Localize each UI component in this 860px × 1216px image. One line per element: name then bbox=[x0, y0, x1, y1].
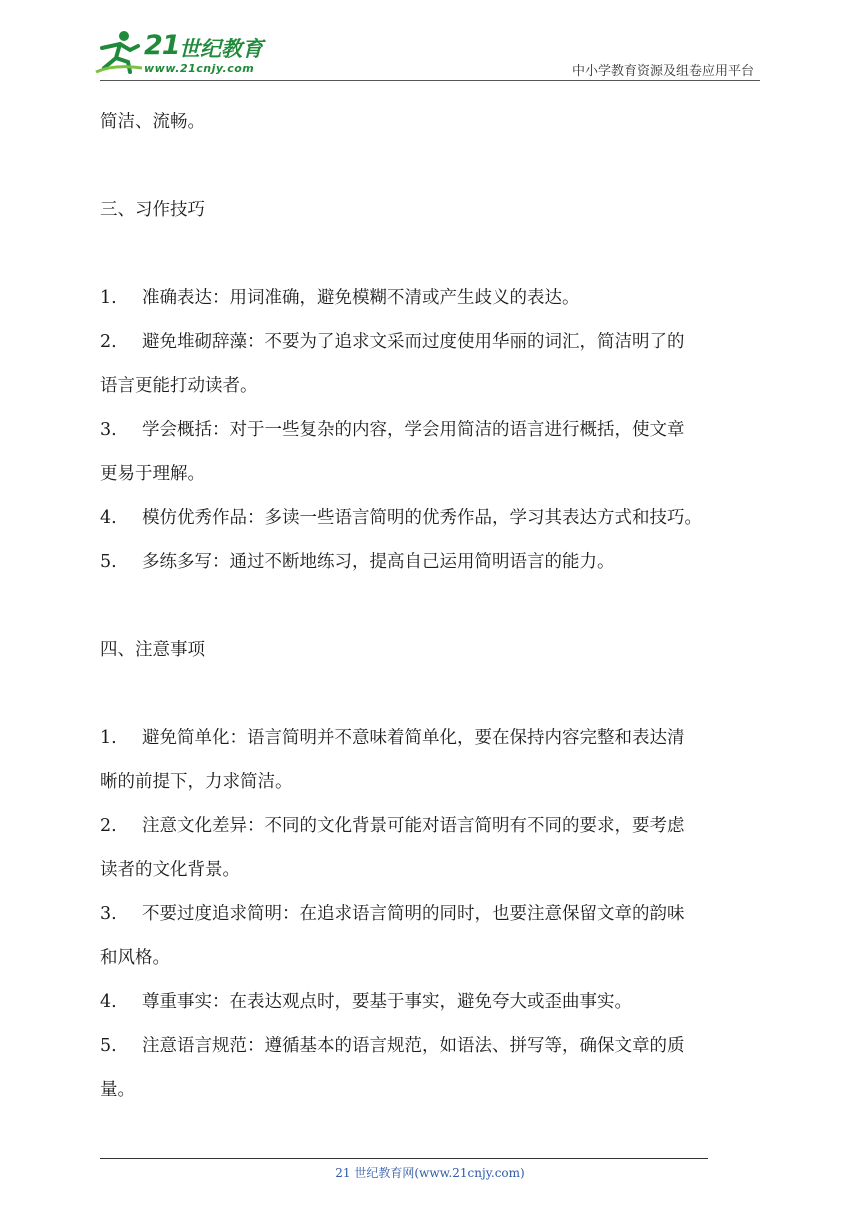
page-header bbox=[0, 0, 860, 90]
logo-number: 21 bbox=[144, 30, 180, 61]
spacer bbox=[100, 144, 762, 188]
item-text: 学会概括：对于一些复杂的内容，学会用简洁的语言进行概括，使文章 bbox=[142, 420, 685, 440]
document-body bbox=[100, 100, 762, 1112]
list-item bbox=[100, 716, 762, 804]
header-divider bbox=[100, 80, 760, 81]
item-number: 2. bbox=[100, 332, 117, 352]
item-text-continued: 读者的文化背景。 bbox=[100, 860, 240, 880]
item-text-continued: 量。 bbox=[100, 1080, 135, 1100]
section-title: 三、习作技巧 bbox=[100, 200, 205, 220]
runner-logo-icon bbox=[94, 28, 146, 76]
list-item bbox=[100, 980, 762, 1024]
item-text: 避免堆砌辞藻：不要为了追求文采而过度使用华丽的词汇，简洁明了的 bbox=[142, 332, 685, 352]
logo-url: www.21cnjy.com bbox=[144, 62, 255, 75]
list-item bbox=[100, 540, 762, 584]
item-number: 3. bbox=[100, 904, 117, 924]
item-number: 4. bbox=[100, 508, 117, 528]
list-item bbox=[100, 496, 762, 540]
item-text: 多练多写：通过不断地练习，提高自己运用简明语言的能力。 bbox=[142, 552, 615, 572]
list-item bbox=[100, 320, 762, 408]
spacer bbox=[100, 584, 762, 628]
item-text: 注意语言规范：遵循基本的语言规范，如语法、拼写等，确保文章的质 bbox=[142, 1036, 685, 1056]
list-item bbox=[100, 408, 762, 496]
item-number: 2. bbox=[100, 816, 117, 836]
item-text-continued: 晰的前提下，力求简洁。 bbox=[100, 772, 293, 792]
item-text-continued: 和风格。 bbox=[100, 948, 170, 968]
item-text: 尊重事实：在表达观点时，要基于事实，避免夸大或歪曲事实。 bbox=[142, 992, 632, 1012]
item-text-continued: 更易于理解。 bbox=[100, 464, 205, 484]
item-number: 1. bbox=[100, 728, 117, 748]
item-number: 3. bbox=[100, 420, 117, 440]
continuation-line: 简洁、流畅。 bbox=[100, 112, 205, 132]
site-logo[interactable] bbox=[94, 28, 264, 78]
list-item bbox=[100, 1024, 762, 1112]
footer-link[interactable]: 21 世纪教育网(www.21cnjy.com) bbox=[335, 1166, 525, 1180]
item-number: 1. bbox=[100, 288, 117, 308]
item-text: 避免简单化：语言简明并不意味着简单化，要在保持内容完整和表达清 bbox=[142, 728, 685, 748]
list-item bbox=[100, 804, 762, 892]
item-number: 4. bbox=[100, 992, 117, 1012]
item-text: 注意文化差异：不同的文化背景可能对语言简明有不同的要求，要考虑 bbox=[142, 816, 685, 836]
header-platform-text: 中小学教育资源及组卷应用平台 bbox=[571, 64, 754, 79]
section-title: 四、注意事项 bbox=[100, 640, 205, 660]
item-text-continued: 语言更能打动读者。 bbox=[100, 376, 258, 396]
spacer bbox=[100, 232, 762, 276]
item-number: 5. bbox=[100, 552, 117, 572]
footer-divider bbox=[100, 1158, 708, 1159]
item-number: 5. bbox=[100, 1036, 117, 1056]
list-item bbox=[100, 892, 762, 980]
list-item bbox=[100, 276, 762, 320]
logo-text: 世纪教育 bbox=[179, 37, 263, 61]
item-text: 模仿优秀作品：多读一些语言简明的优秀作品，学习其表达方式和技巧。 bbox=[142, 508, 702, 528]
spacer bbox=[100, 672, 762, 716]
item-text: 不要过度追求简明：在追求语言简明的同时，也要注意保留文章的韵味 bbox=[142, 904, 685, 924]
item-text: 准确表达：用词准确，避免模糊不清或产生歧义的表达。 bbox=[142, 288, 580, 308]
